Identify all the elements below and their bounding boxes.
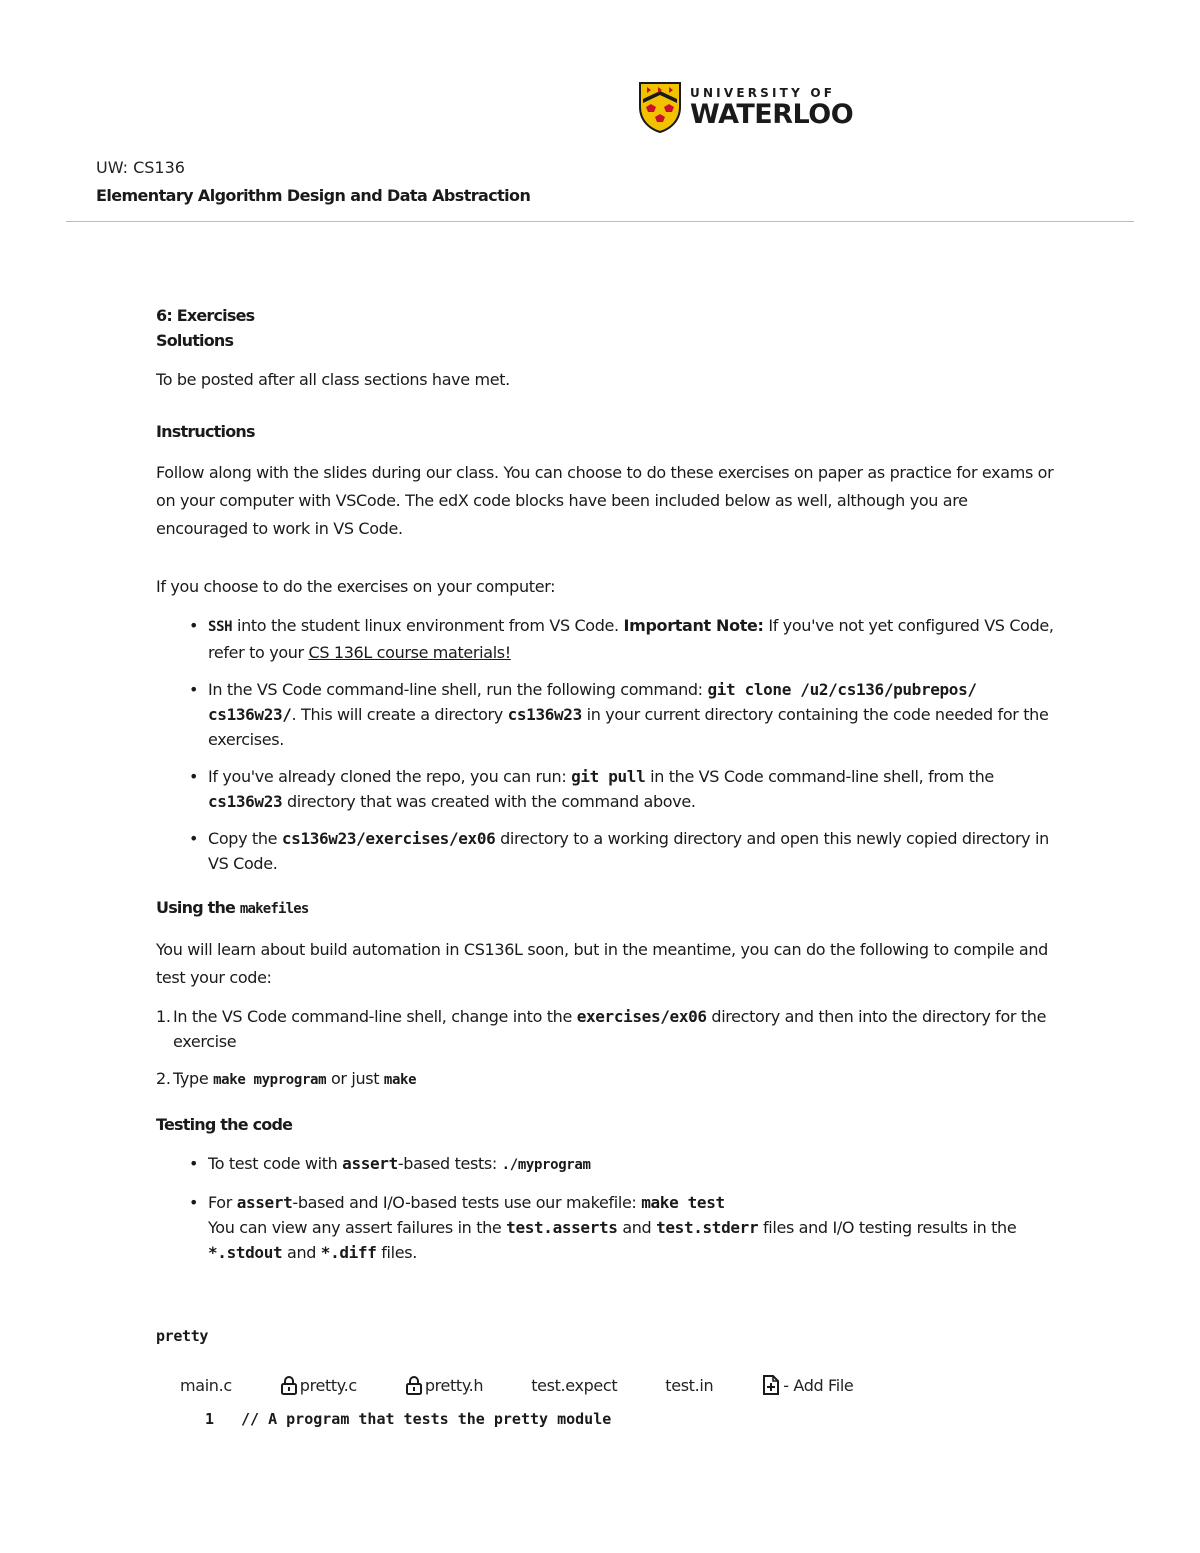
course-materials-link[interactable]: CS 136L course materials! [308, 643, 511, 662]
list-item: 1. In the VS Code command-line shell, change into the exercises/ex06 directory and then into the directory for the exercise [156, 1007, 1047, 1051]
list-item: • In the VS Code command-line shell, run the following command: git clone /u2/cs136/pubrepos/ cs136w23/. This will create a directory cs136w23 in your current directory containing the code needed for the exercises. [156, 677, 1056, 752]
lock-icon [280, 1375, 298, 1395]
logo-line-1: UNIVERSITY OF [690, 85, 836, 100]
make-code: make [383, 1072, 417, 1088]
list-item: • For assert-based and I/O-based tests use our makefile: make test You can view any assert failures in the test.asserts and test.stderr files and I/O testing results in the *.stdout and *.diff files. [156, 1190, 1056, 1265]
waterloo-shield-icon [638, 81, 682, 133]
tab-test-in[interactable]: test.in [665, 1375, 714, 1395]
list-item: • Copy the cs136w23/exercises/ex06 directory to a working directory and open this newly copied directory in VS Code. [156, 826, 1056, 876]
course-title: Elementary Algorithm Design and Data Abstraction [96, 186, 531, 205]
code-editor-line [205, 1410, 611, 1428]
exercise-subtitle: Solutions [156, 331, 234, 350]
important-note: Important Note: [623, 616, 764, 635]
testing-heading: Testing the code [156, 1115, 293, 1134]
make-test-code: make test [641, 1193, 725, 1212]
makefiles-code: makefiles [239, 901, 309, 917]
setup-steps [156, 613, 1056, 876]
add-file-icon [761, 1374, 781, 1396]
tab-pretty-h[interactable]: pretty.h [405, 1375, 483, 1395]
tab-main-c[interactable]: main.c [180, 1375, 232, 1395]
assert-code: assert [236, 1193, 293, 1212]
exercise-path-code: cs136w23/exercises/ex06 [281, 829, 496, 848]
exercise-title: 6: Exercises [156, 306, 255, 325]
exercise-path-code: exercises/ex06 [576, 1007, 707, 1026]
instructions-paragraph: Follow along with the slides during our class. You can choose to do these exercises on paper as practice for exams or on your computer with VSCode. The edX code blocks have been included below as well, although you are encouraged to work in VS Code. [156, 463, 1054, 538]
ssh-code: SSH [208, 619, 233, 635]
file-tabs [180, 1374, 901, 1396]
testing-steps [156, 1151, 1056, 1265]
list-item: 2. Type make myprogram or just make [156, 1069, 417, 1088]
course-code: UW: CS136 [96, 158, 185, 177]
computer-intro: If you choose to do the exercises on your computer: [156, 577, 556, 596]
makefile-steps [156, 1004, 1056, 1093]
makefiles-paragraph: You will learn about build automation in CS136L soon, but in the meantime, you can do the following to compile and test your code: [156, 940, 1048, 987]
tab-test-expect[interactable]: test.expect [531, 1375, 618, 1395]
directory-code: cs136w23 [507, 705, 582, 724]
directory-code: cs136w23 [208, 792, 283, 811]
header-divider [66, 221, 1134, 222]
asserts-file-code: test.asserts [506, 1218, 618, 1237]
document-body [156, 303, 1056, 1345]
git-clone-command: git clone /u2/cs136/pubrepos/ cs136w23/ [208, 680, 977, 724]
makefiles-heading: Using the makefiles [156, 898, 309, 917]
list-item: • To test code with assert-based tests: ./myprogram [156, 1151, 1056, 1178]
code-text[interactable]: // A program that tests the pretty module [241, 1410, 612, 1428]
posted-note: To be posted after all class sections have met. [156, 370, 510, 389]
stdout-file-code: *.stdout [208, 1243, 283, 1262]
line-number: 1 [205, 1410, 215, 1428]
list-item: • SSH into the student linux environment from VS Code. Important Note: If you've not yet configured VS Code, refer to your CS 136L course materials! [156, 613, 1056, 665]
instructions-heading: Instructions [156, 422, 255, 441]
code-widget-title: pretty [156, 1327, 209, 1345]
assert-code: assert [342, 1154, 398, 1173]
run-program-code: ./myprogram [501, 1157, 591, 1173]
university-logo [638, 80, 853, 134]
diff-file-code: *.diff [320, 1243, 377, 1262]
make-myprogram-code: make myprogram [213, 1072, 327, 1088]
stderr-file-code: test.stderr [656, 1218, 759, 1237]
git-pull-command: git pull [571, 767, 646, 786]
add-file-button[interactable]: - Add File [761, 1374, 853, 1396]
lock-icon [405, 1375, 423, 1395]
list-item: • If you've already cloned the repo, you can run: git pull in the VS Code command-line shell, from the cs136w23 directory that was created with the command above. [156, 764, 1056, 814]
logo-line-2: WATERLOO [690, 98, 854, 130]
tab-pretty-c[interactable]: pretty.c [280, 1375, 357, 1395]
